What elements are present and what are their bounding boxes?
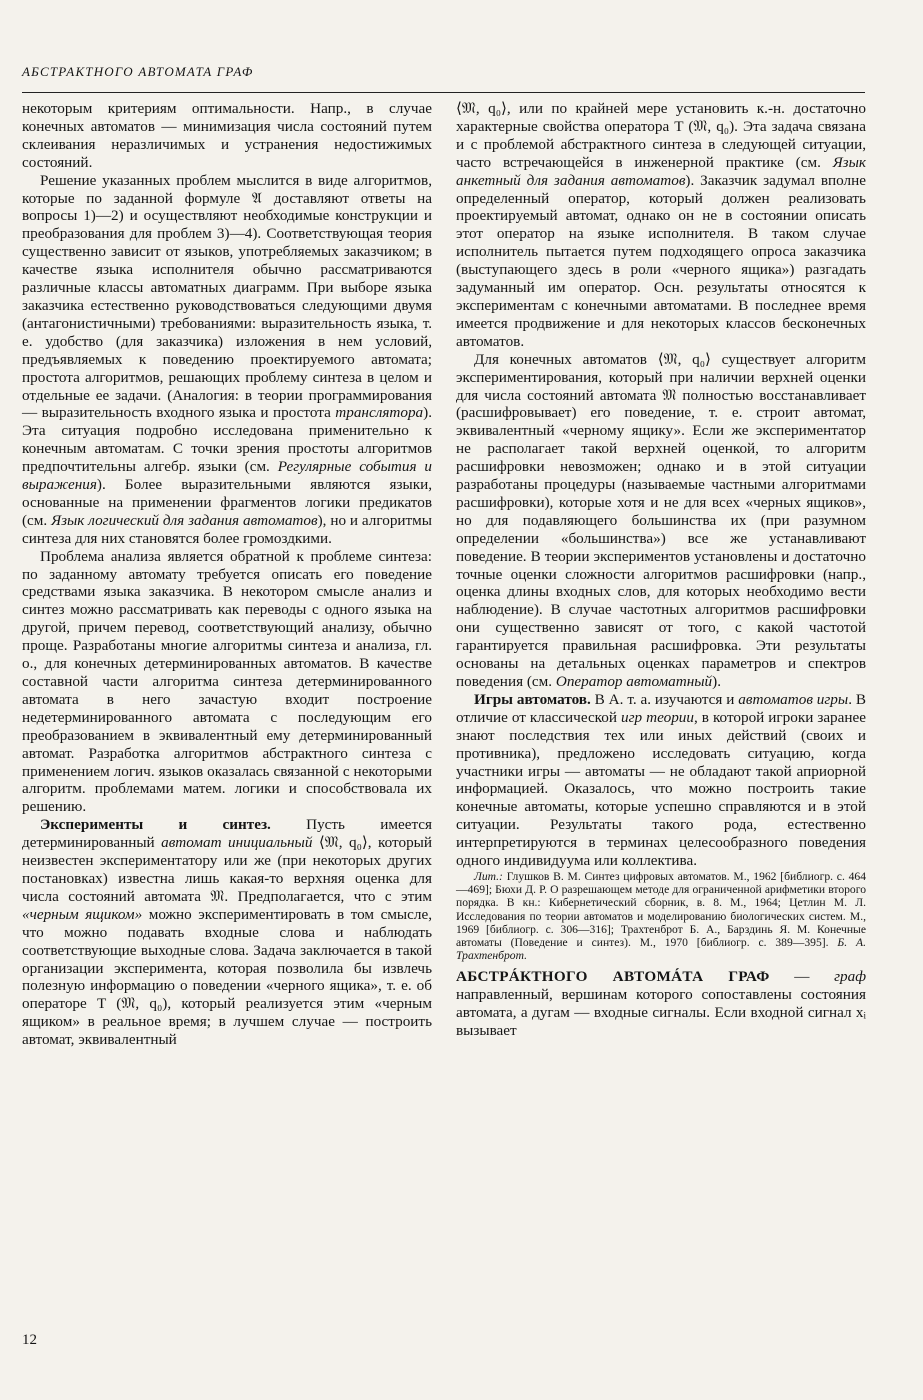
- entry: [456, 968, 866, 1040]
- paragraph-text: Решение указанных проблем мыслится в виде алгоритмов, которые по заданной формуле 𝔄 доставляют ответы на вопросы 1)—2) и осуществляют необходимые конструкции и преобразования для проблем 3)—4). Соответствующая теория существенно зависит от языков, употребляемых заказчиком; в качестве языка исполнителя обычно рассматриваются различные классы автоматных диаграмм. При выборе языка заказчика естественно руководствоваться следующими двумя (антагонистичными) требованиями: выразительность языка, т. е. удобство (для заказчика) изложения в нем условий, предъявляемых к поведению проектируемого автомата; простота алгоритмов, решающих проблему синтеза в целом и отдельные ее задачи. (Аналогия: в теории программирования — выразительность входного языка и простота: [22, 171, 432, 422]
- section-heading: Эксперименты и синтез.: [40, 816, 271, 834]
- cross-reference: Оператор автоматный: [555, 673, 713, 690]
- paragraph-text: ), но и алгоритмы синтеза для них становятся более громоздкими.: [22, 511, 432, 547]
- paragraph-text: ⟨𝔐, q₀⟩, или по крайней мере установить к.-н. достаточно характерные свойства оператора T (𝔐, q₀). Эта задача связана и с проблемой абстрактного синтеза в следующей ситуации, часто встречающейся в инженерной практике (см.: [456, 100, 866, 171]
- references: [456, 870, 866, 962]
- paragraph-text: ). Заказчик задумал вполне определенный оператор, который должен реализовать проектируемый автомат, однако он не в состоянии описать этот оператор на языке исполнителя. В таком случае исполнитель пытается путем подходящего опроса заказчика (выступающего здесь в роли «черного ящика») разгадать задуманный им оператор. Осн. результаты относятся к экспериментам с конечными автоматами. В последнее время имеется продвижение и для некоторых классов бесконечных автоматов.: [456, 171, 866, 350]
- paragraph-text: Для конечных автоматов ⟨𝔐, q₀⟩ существует алгоритм экспериментирования, который при наличии верхней оценки для числа состояний автомата 𝔐 полностью восстанавливает (расшифровывает) его поведение, т. е. строит автомат, эквивалентный «черному ящику». Если же экспериментатор не располагает такой верхней оценкой, то алгоритм расшифровки невозможен; однако и в этой ситуации разработаны процедуры (называемые частными алгоритмами расшифровки), которые хотя и не для всех «черных ящиков», но для подавляющего большинства их (при разумном определении «большинства») все же устанавливают поведение. В теории экспериментов установлены и достаточно точные оценки сложности алгоритмов расшифровки (напр., оценка длины входных слов, для которых необходимо вести наблюдение). В случае частотных алгоритмов расшифровки они существенно зависят от того, с какой частотой гарантируется правильная расшифровка. Эти результаты основаны на детальных оценках параметров и спектров поведения (см.: [456, 350, 866, 690]
- running-head: АБСТРАКТНОГО АВТОМАТА ГРАФ: [22, 64, 254, 79]
- paragraph-text: ). Эта ситуация подробно исследована применительно к конечным автоматам. С точки зрения простоты алгоритмов предпочтительны алгебр. языки (см.: [22, 404, 432, 476]
- cross-reference: «черным ящиком»: [22, 905, 143, 923]
- paragraph: [456, 100, 866, 351]
- paragraph-text: ⟨𝔐, q₀⟩, который неизвестен экспериментатору или же (при некоторых других постановках) известна лишь какая-то верхняя оценка для числа состояний автомата 𝔐. Предполагается, что с этим: [22, 834, 432, 905]
- paragraph-text: ). Более выразительными являются языки, основанные на применении фрагментов логики предикатов (см.: [22, 476, 432, 529]
- paragraph: некоторым критериям оптимальности. Напр., в случае конечных автоматов — минимизация числа состояний путем склеивания неразличимых и устранения недостижимых состояний.: [22, 100, 432, 171]
- cross-reference: автомат инициальный: [161, 834, 313, 852]
- page-number: 12: [22, 1332, 37, 1348]
- entry-dash: —: [769, 968, 835, 986]
- header-rule: [22, 92, 865, 93]
- paragraph: Проблема анализа является обратной к проблеме синтеза: по заданному автомату требуется описать его поведение средствами языка заказчика. В некотором смысле анализ и синтез можно рассматривать как переводы с одного языка на другой, причем перевод, соответствующий анализу, обычно проще. Разработаны многие алгоритмы синтеза и анализа, гл. о., для конечных детерминированных автоматов. В качестве составной части алгоритма синтеза детерминированного автомата в него зачастую входит построение недетерминированного автомата с последующим его преобразованием в эквивалентный ему детерминированный автомат. Разработка алгоритмов абстрактного синтеза с применением логич. языков оказалась связанной с некоторыми алгоритм. проблемами матем. логики и способствовала их решению.: [22, 547, 432, 816]
- paragraph-text: В А. т. а. изучаются и: [590, 690, 739, 708]
- references-text: Глушков В. М. Синтез цифровых автоматов. М., 1962 [библиогр. с. 464—469]; Бюхи Д. Р. О разрешающем методе для ограниченной арифметики второго порядка. В кн.: Кибернетический сборник, в. 8. М., 1964; Цетлин М. Л. Исследования по теории автоматов и моделированию биологических систем. М., 1969 [библиогр. с. 306—316]; Трахтенброт Б. А., Барздинь Я. М. Конечные автоматы (Поведение и синтез). М., 1970 [библиогр. с. 389—395].: [456, 869, 866, 949]
- paragraph: [22, 816, 432, 1049]
- left-column: [22, 100, 432, 1049]
- entry-term: граф: [834, 968, 866, 986]
- cross-reference: игр теории: [621, 708, 694, 726]
- paragraph-text: можно экспериментировать в том смысле, что можно подавать входные слова и наблюдать соответствующие выходные слова. Задача заключается в такой организации эксперимента, которая позволила бы извлечь полезную информацию о поведении «черного ящика», т. е. об операторе T (𝔐, q₀), который реализуется этим «черным ящиком» в реальное время; в лучшем случае — построить автомат, эквивалентный: [22, 905, 432, 1049]
- section-heading: Игры автоматов.: [474, 690, 591, 708]
- cross-reference: Язык анкетный для задания автоматов: [456, 153, 866, 189]
- paragraph-text: . В отличие от классической: [456, 690, 866, 726]
- entry-text: направленный, вершинам которого сопоставлены состояния автомата, а дугам — входные сигналы. Если входной сигнал xᵢ вызывает: [456, 986, 866, 1040]
- paragraph: [456, 351, 866, 691]
- cross-reference: транслятора: [335, 404, 424, 422]
- paragraph: [22, 172, 432, 548]
- paragraph-text: ).: [712, 673, 721, 690]
- cross-reference: Регулярные события и выражения: [22, 458, 432, 494]
- paragraph-text: , в которой игроки заранее знают последствия тех или иных действий (своих и противника), предложено исследовать ситуацию, когда участники игры — автоматы — не обладают такой априорной информацией. Оказалось, что можно построить такие конечные автоматы, которые успешно справляются и в этой ситуации. Результаты такого рода, естественно интерпретируются в терминах целесообразного поведения одного индивидуума или коллектива.: [456, 708, 867, 870]
- cross-reference: автоматов игры: [738, 690, 849, 708]
- paragraph: [456, 691, 866, 870]
- entry-title: АБСТРÁКТНОГО АВТОМÁТА ГРАФ: [456, 968, 770, 986]
- cross-reference: Язык логический для задания автоматов: [51, 511, 318, 529]
- author-signature: Б. А. Трахтенброт.: [456, 935, 866, 963]
- paragraph-text: Пусть имеется детерминированный: [22, 816, 432, 852]
- right-column: [456, 100, 866, 1040]
- references-label: Лит.:: [474, 869, 503, 883]
